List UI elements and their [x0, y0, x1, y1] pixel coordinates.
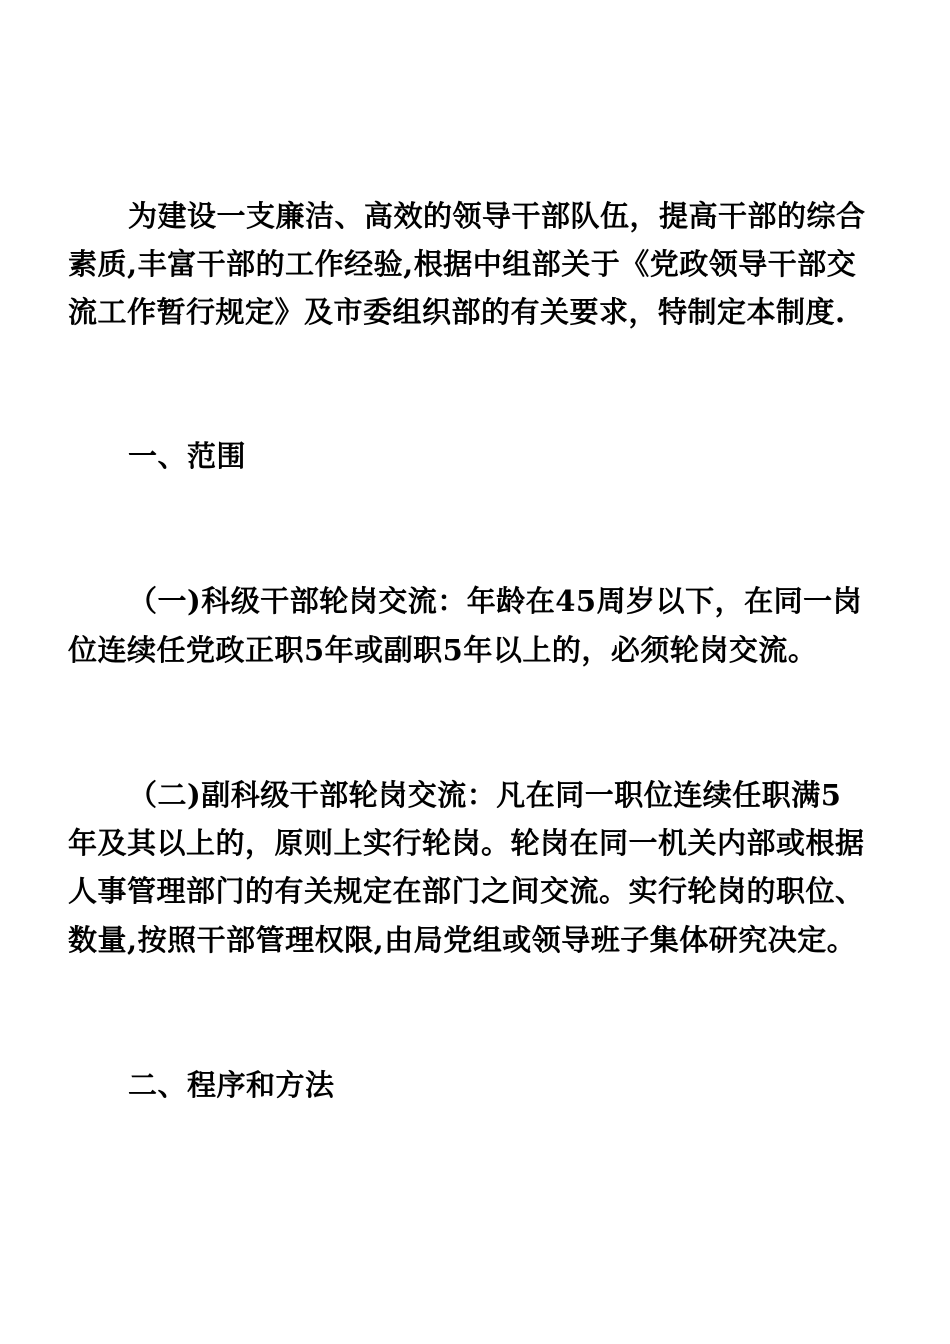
- section-heading-scope: 一、范围: [128, 439, 247, 473]
- scope-item-1-line-1: （一)科级干部轮岗交流：年龄在45周岁以下，在同一岗: [128, 584, 863, 618]
- scope-item-2-line-1: （二)副科级干部轮岗交流：凡在同一职位连续任职满5: [128, 778, 842, 812]
- scope-item-1-line-2: 位连续任党政正职5年或副职5年以上的，必须轮岗交流。: [68, 633, 818, 667]
- intro-paragraph-line-3: 流工作暂行规定》及市委组织部的有关要求，特制定本制度.: [68, 295, 846, 329]
- intro-paragraph-line-2: 素质,丰富干部的工作经验,根据中组部关于《党政领导干部交: [68, 247, 857, 281]
- section-heading-procedure: 二、程序和方法: [128, 1068, 335, 1102]
- intro-paragraph-line-1: 为建设一支廉洁、高效的领导干部队伍，提高干部的综合: [128, 199, 866, 233]
- scope-item-2-line-2: 年及其以上的，原则上实行轮岗。轮岗在同一机关内部或根据: [68, 826, 865, 860]
- scope-item-2-line-4: 数量,按照干部管理权限,由局党组或领导班子集体研究决定。: [68, 923, 857, 957]
- scope-item-2-line-3: 人事管理部门的有关规定在部门之间交流。实行轮岗的职位、: [68, 874, 865, 908]
